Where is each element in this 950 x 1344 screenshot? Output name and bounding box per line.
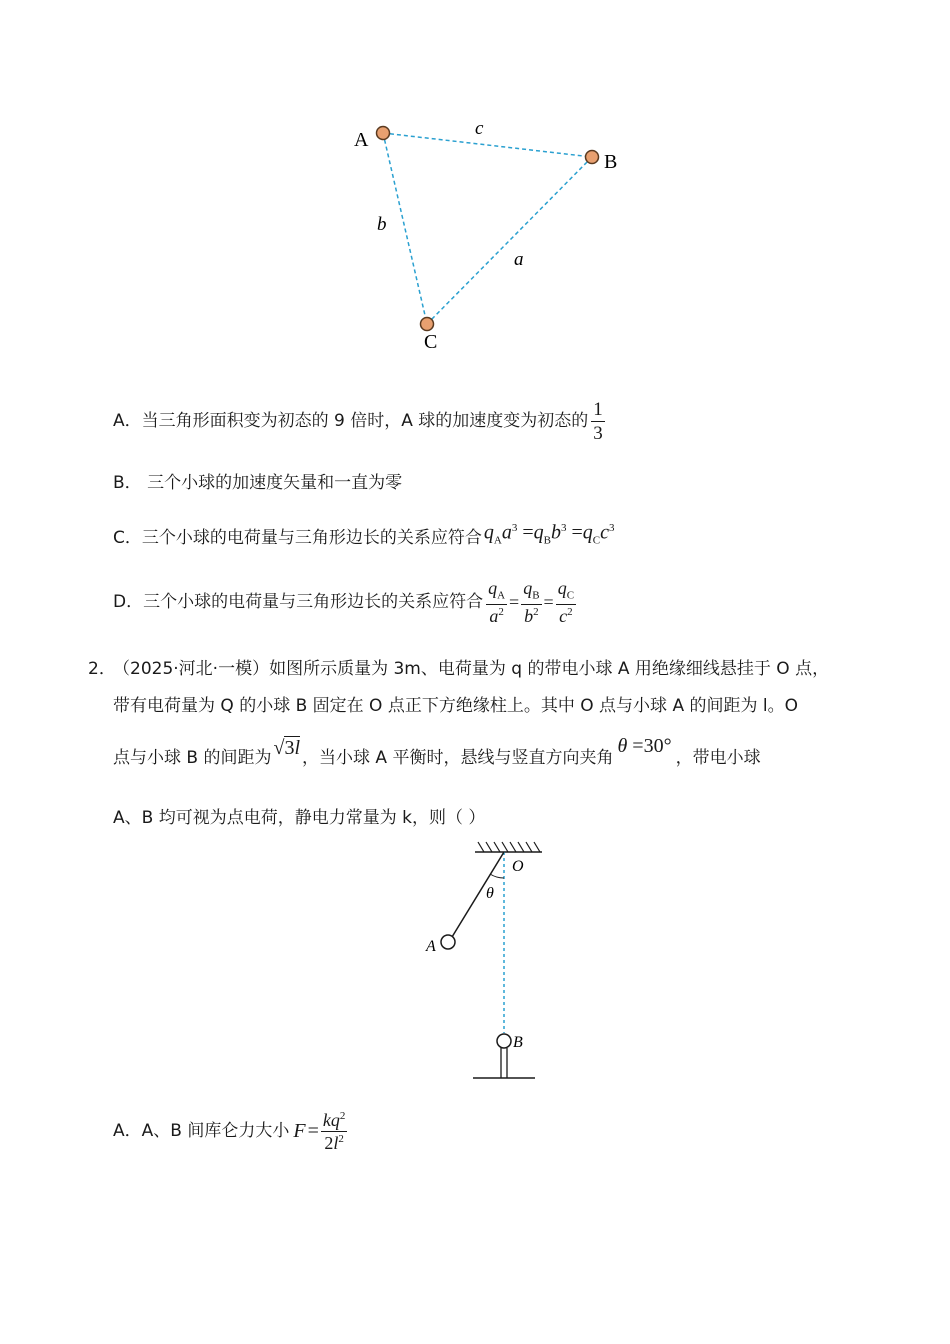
q2-number: 2． (88, 659, 116, 679)
side-c-line (383, 133, 592, 157)
label-o: O (512, 858, 524, 875)
formula-sqrt3-l: √3l (273, 737, 301, 759)
ball-b-pendulum (497, 1034, 511, 1048)
triangle-figure (340, 110, 640, 360)
ball-b (586, 151, 599, 164)
string-line (452, 852, 504, 937)
label-b: B (513, 1034, 523, 1051)
ball-a-pendulum (441, 935, 455, 949)
q1-option-b (113, 471, 402, 495)
ball-c (421, 318, 434, 331)
label-a: A (426, 938, 436, 955)
formula-theta-30: θ =30° (617, 735, 672, 757)
q1-option-d (113, 574, 576, 630)
vertex-a-label: A (354, 129, 369, 151)
pendulum-figure (420, 838, 560, 1083)
option-text: A、B 间库仑力大小 (141, 1121, 290, 1141)
q2-line3-part2: ，当小球 A 平衡时，悬线与竖直方向夹角 (302, 748, 614, 768)
option-text: 三个小球的加速度矢量和一直为零 (147, 473, 403, 493)
option-label: A． (113, 1121, 142, 1141)
formula-coulomb-force: F = $\frac{kq^2}{2l^2}$ (293, 1109, 346, 1153)
option-label: C． (113, 528, 142, 549)
option-label: D． (113, 592, 144, 612)
q2-line3-part1: 点与小球 B 的间距为 (113, 748, 272, 768)
option-label: B． (113, 473, 142, 493)
q2-line1: （2025·河北·一模）如图所示质量为 3m、电荷量为 q 的带电小球 A 用绝缘细线悬挂于 O 点， (113, 659, 830, 679)
vertex-c-label: C (424, 331, 438, 353)
q2-line3 (113, 735, 761, 768)
fraction-one-third: $\frac{1}{3}$ (593, 398, 603, 444)
side-c-label: c (475, 118, 484, 139)
option-text: 当三角形面积变为初态的 9 倍时，A 球的加速度变为初态的 (141, 411, 589, 431)
ceiling-hatch (478, 842, 540, 852)
q2-line4: A、B 均可视为点电荷，静电力常量为 k，则（ ） (113, 808, 486, 828)
formula-charge-ratio: $\frac{q_A}{a^2}$ = $\frac{q_B}{b^2}$ = $\frac{q_C}{c^2}$ (488, 578, 575, 626)
q2-line2: 带有电荷量为 Q 的小球 B 固定在 O 点正下方绝缘柱上。其中 O 点与小球 A 的间距为 l。O (113, 696, 798, 716)
option-label: A． (113, 411, 142, 431)
angle-arc (490, 874, 504, 878)
formula-charge-cube: $q_Aa^3 =q_Bb^3 =q_Cc^3$ (483, 521, 615, 547)
side-a-line (427, 157, 592, 324)
vertex-b-label: B (604, 151, 618, 173)
q1-option-a (113, 396, 605, 446)
q1-option-c (113, 520, 614, 557)
option-text: 三个小球的电荷量与三角形边长的关系应符合 (143, 592, 484, 612)
option-text: 三个小球的电荷量与三角形边长的关系应符合 (141, 528, 482, 549)
q2-option-a (113, 1106, 347, 1156)
ball-a (377, 127, 390, 140)
side-b-line (383, 133, 427, 324)
side-a-label: a (514, 249, 524, 270)
label-theta: θ (486, 885, 494, 902)
q2-line3-part3: ，带电小球 (675, 748, 761, 768)
side-b-label: b (377, 214, 387, 235)
